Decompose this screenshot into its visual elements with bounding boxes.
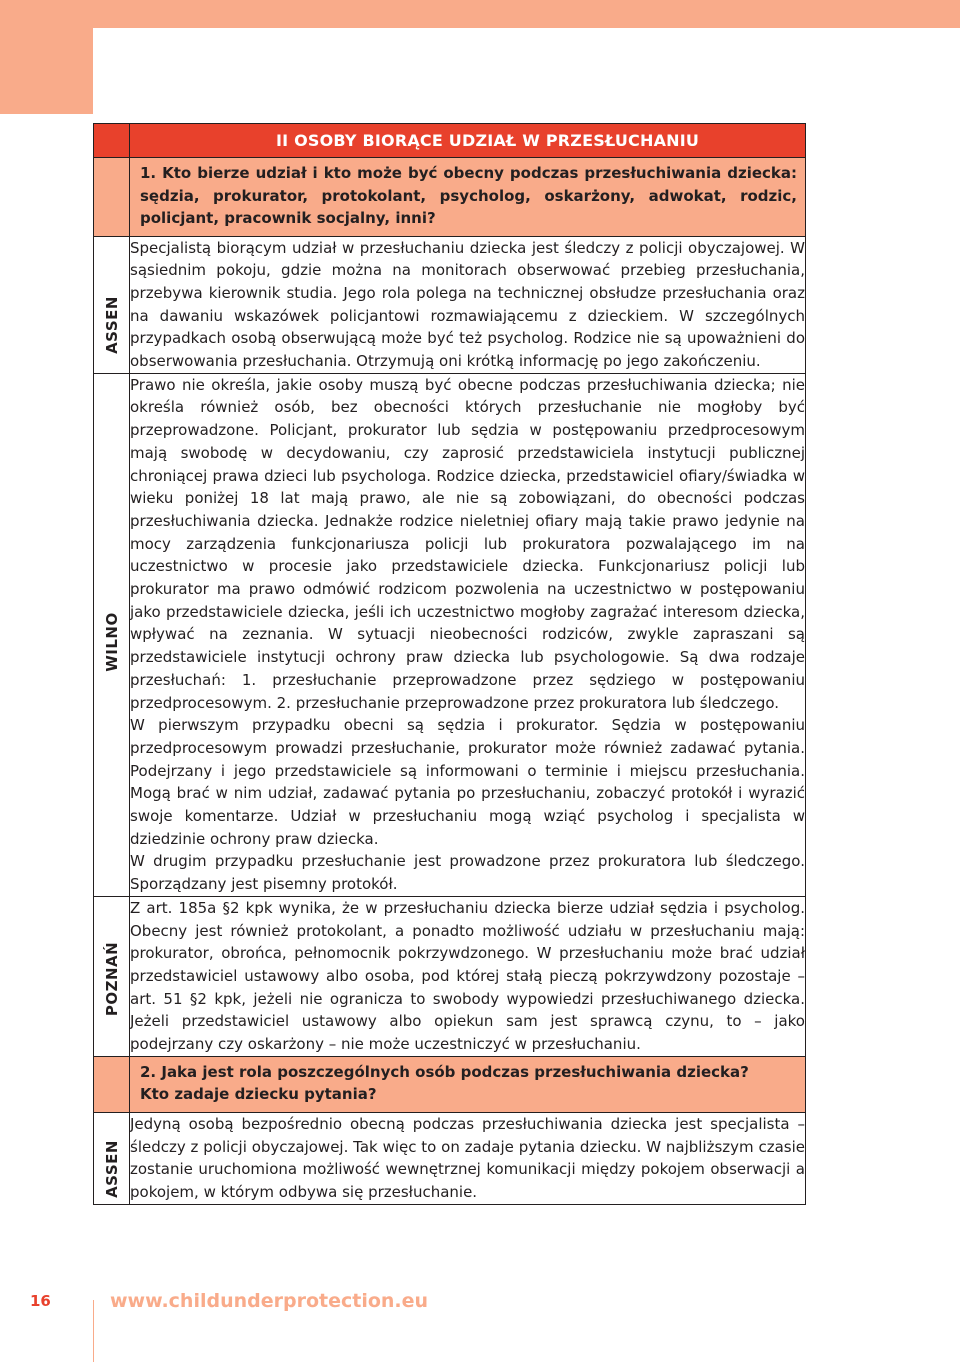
- question-2-row: [94, 1056, 806, 1112]
- answer-wilno-text: [130, 373, 806, 896]
- paragraph: Prawo nie określa, jakie osoby muszą być obecne podczas przesłuchiwania dziecka; nie określa również osób, bez obecności których przesłuchanie nie mogłoby być przeprowadzone. Policjant, prokurator lub sędzia w postępowaniu przedprocesowym mają swobodę w decydowaniu, czy zaprosić przedstawiciela instytucji publicznej chroniącej prawa dzieci lub psychologa. Rodzice dziecka, przedstawiciel ofiary/świadka w wieku poniżej 18 lat mają prawo, ale nie są zobowiązani, do obecności podczas przesłuchiwania dziecka. Jednakże rodzice nieletniej ofiary mają takie prawo jedynie na mocy zarządzenia funkcjonariusza policji lub prokuratora pozwalającego im na uczestnictwo w procesie jako przedstawiciele dziecka. Funkcjonariusz policji lub prokurator ma prawo odmówić rodzicom pozwolenia na uczestnictwo w postępowaniu jako przedstawiciele dziecka, jeśli ich uczestnictwo mogłoby zagrażać interesom dziecka, wpływać na zeznania. W sytuacji nieobecności rodziców, zwykle zapraszani są przedstawiciele instytucji ochrony praw dziecka lub psychologowie. Są dwa rodzaje przesłuchań: 1. przesłuchanie przeprowadzone przez sędziego w postępowaniu przedprocesowym. 2. przesłuchanie przeprowadzone przez prokuratora lub śledczego.: [130, 375, 805, 712]
- paragraph: Jedyną osobą bezpośrednio obecną podczas przesłuchiwania dziecka jest specjalista – śledczy z policji obyczajowej. Tak więc to on zadaje pytania dziecku. W najbliższym czasie zostanie uruchomiona możliwość wewnętrznej komunikacji między pokojem obserwacji a pokojem, w którym odbywa się przesłuchanie.: [130, 1114, 805, 1201]
- website-link[interactable]: www.childunderprotection.eu: [110, 1290, 429, 1312]
- question-2-line-2: Kto zadaje dziecku pytania?: [140, 1085, 377, 1104]
- page-number: 16: [30, 1292, 51, 1310]
- corner-decoration-block: [0, 0, 93, 114]
- answer-poznan-row: [94, 896, 806, 1056]
- answer-2-assen-text: [130, 1112, 806, 1204]
- city-label-poznan: POZNAŃ: [102, 941, 121, 1017]
- content-table: [93, 123, 806, 1205]
- section-header-row: [94, 124, 806, 158]
- answer-wilno-row: [94, 373, 806, 896]
- city-label-wilno: WILNO: [102, 611, 121, 672]
- paragraph: W pierwszym przypadku obecni są sędzia i prokurator. Sędzia w postępowaniu przedprocesowym prowadzi przesłuchanie, prokurator może również zadawać pytania. Podejrzany i jego przedstawiciele są informowani o terminie i miejscu przesłuchania. Mogą brać w nim udział, zadawać pytania po przesłuchaniu, zobaczyć protokół i wyrazić swoje komentarze. Udział w przesłuchaniu mogą wziąć psycholog i specjalista w dziedzinie ochrony praw dziecka.: [130, 716, 805, 848]
- question-1-text: 1. Kto bierze udział i kto może być obecny podczas przesłuchiwania dziecka: sędzia, prokurator, protokolant, psycholog, oskarżony, adwokat, rodzic, policjant, pracownik socjalny, inni?: [140, 164, 797, 227]
- paragraph: Specjalistą biorącym udział w przesłuchaniu dziecka jest śledczy z policji obyczajowej. W sąsiednim pokoju, gdzie można na monitorach obserwować przebieg przesłuchania, przebywa kierownik studia. Jego rola polega na technicznej obsłudze przesłuchania oraz na dawaniu wskazówek policjantowi rozmawiającemu z dzieckiem. W szczególnych przypadkach osobą obserwującą może być też psycholog. Rodzice nie są upoważnieni do obserwowania przesłuchania. Otrzymują oni krótką informację po jego zakończeniu.: [130, 238, 805, 371]
- city-label-assen: ASSEN: [102, 295, 121, 354]
- question-2-line-1: 2. Jaka jest rola poszczególnych osób podczas przesłuchiwania dziecka?: [140, 1062, 749, 1081]
- section-title: II OSOBY BIORĄCE UDZIAŁ W PRZESŁUCHANIU: [130, 124, 806, 158]
- question-1-row: [94, 158, 806, 237]
- top-decoration-bar: [0, 0, 960, 28]
- footer-divider: [93, 1300, 94, 1362]
- answer-assen-text: [130, 236, 806, 373]
- paragraph: Z art. 185a §2 kpk wynika, że w przesłuchaniu dziecka bierze udział sędzia i psycholog. Obecny jest również protokolant, a ponadto możliwość udziału w przesłuchaniu mają: prokurator, obrońca, pełnomocnik pokrzywdzonego. W przesłuchaniu może brać udział przedstawiciel ustawowy albo osoba, pod której stałą pieczą pokrzywdzony pozostaje – art. 51 §2 kpk, jeżeli nie ogranicza to swobody wypowiedzi przesłuchiwanego dziecka. Jeżeli przedstawiciel ustawowy albo opiekun sam jest sprawcą czynu, to – jako podejrzany czy oskarżony – nie może uczestniczyć w przesłuchaniu.: [130, 898, 805, 1054]
- answer-assen-row: [94, 236, 806, 373]
- answer-poznan-text: [130, 896, 806, 1056]
- paragraph: W drugim przypadku przesłuchanie jest prowadzone przez prokuratora lub śledczego. Sporządzany jest pisemny protokół.: [130, 852, 805, 894]
- city-label-assen-2: ASSEN: [102, 1139, 121, 1198]
- answer-2-assen-row: [94, 1112, 806, 1204]
